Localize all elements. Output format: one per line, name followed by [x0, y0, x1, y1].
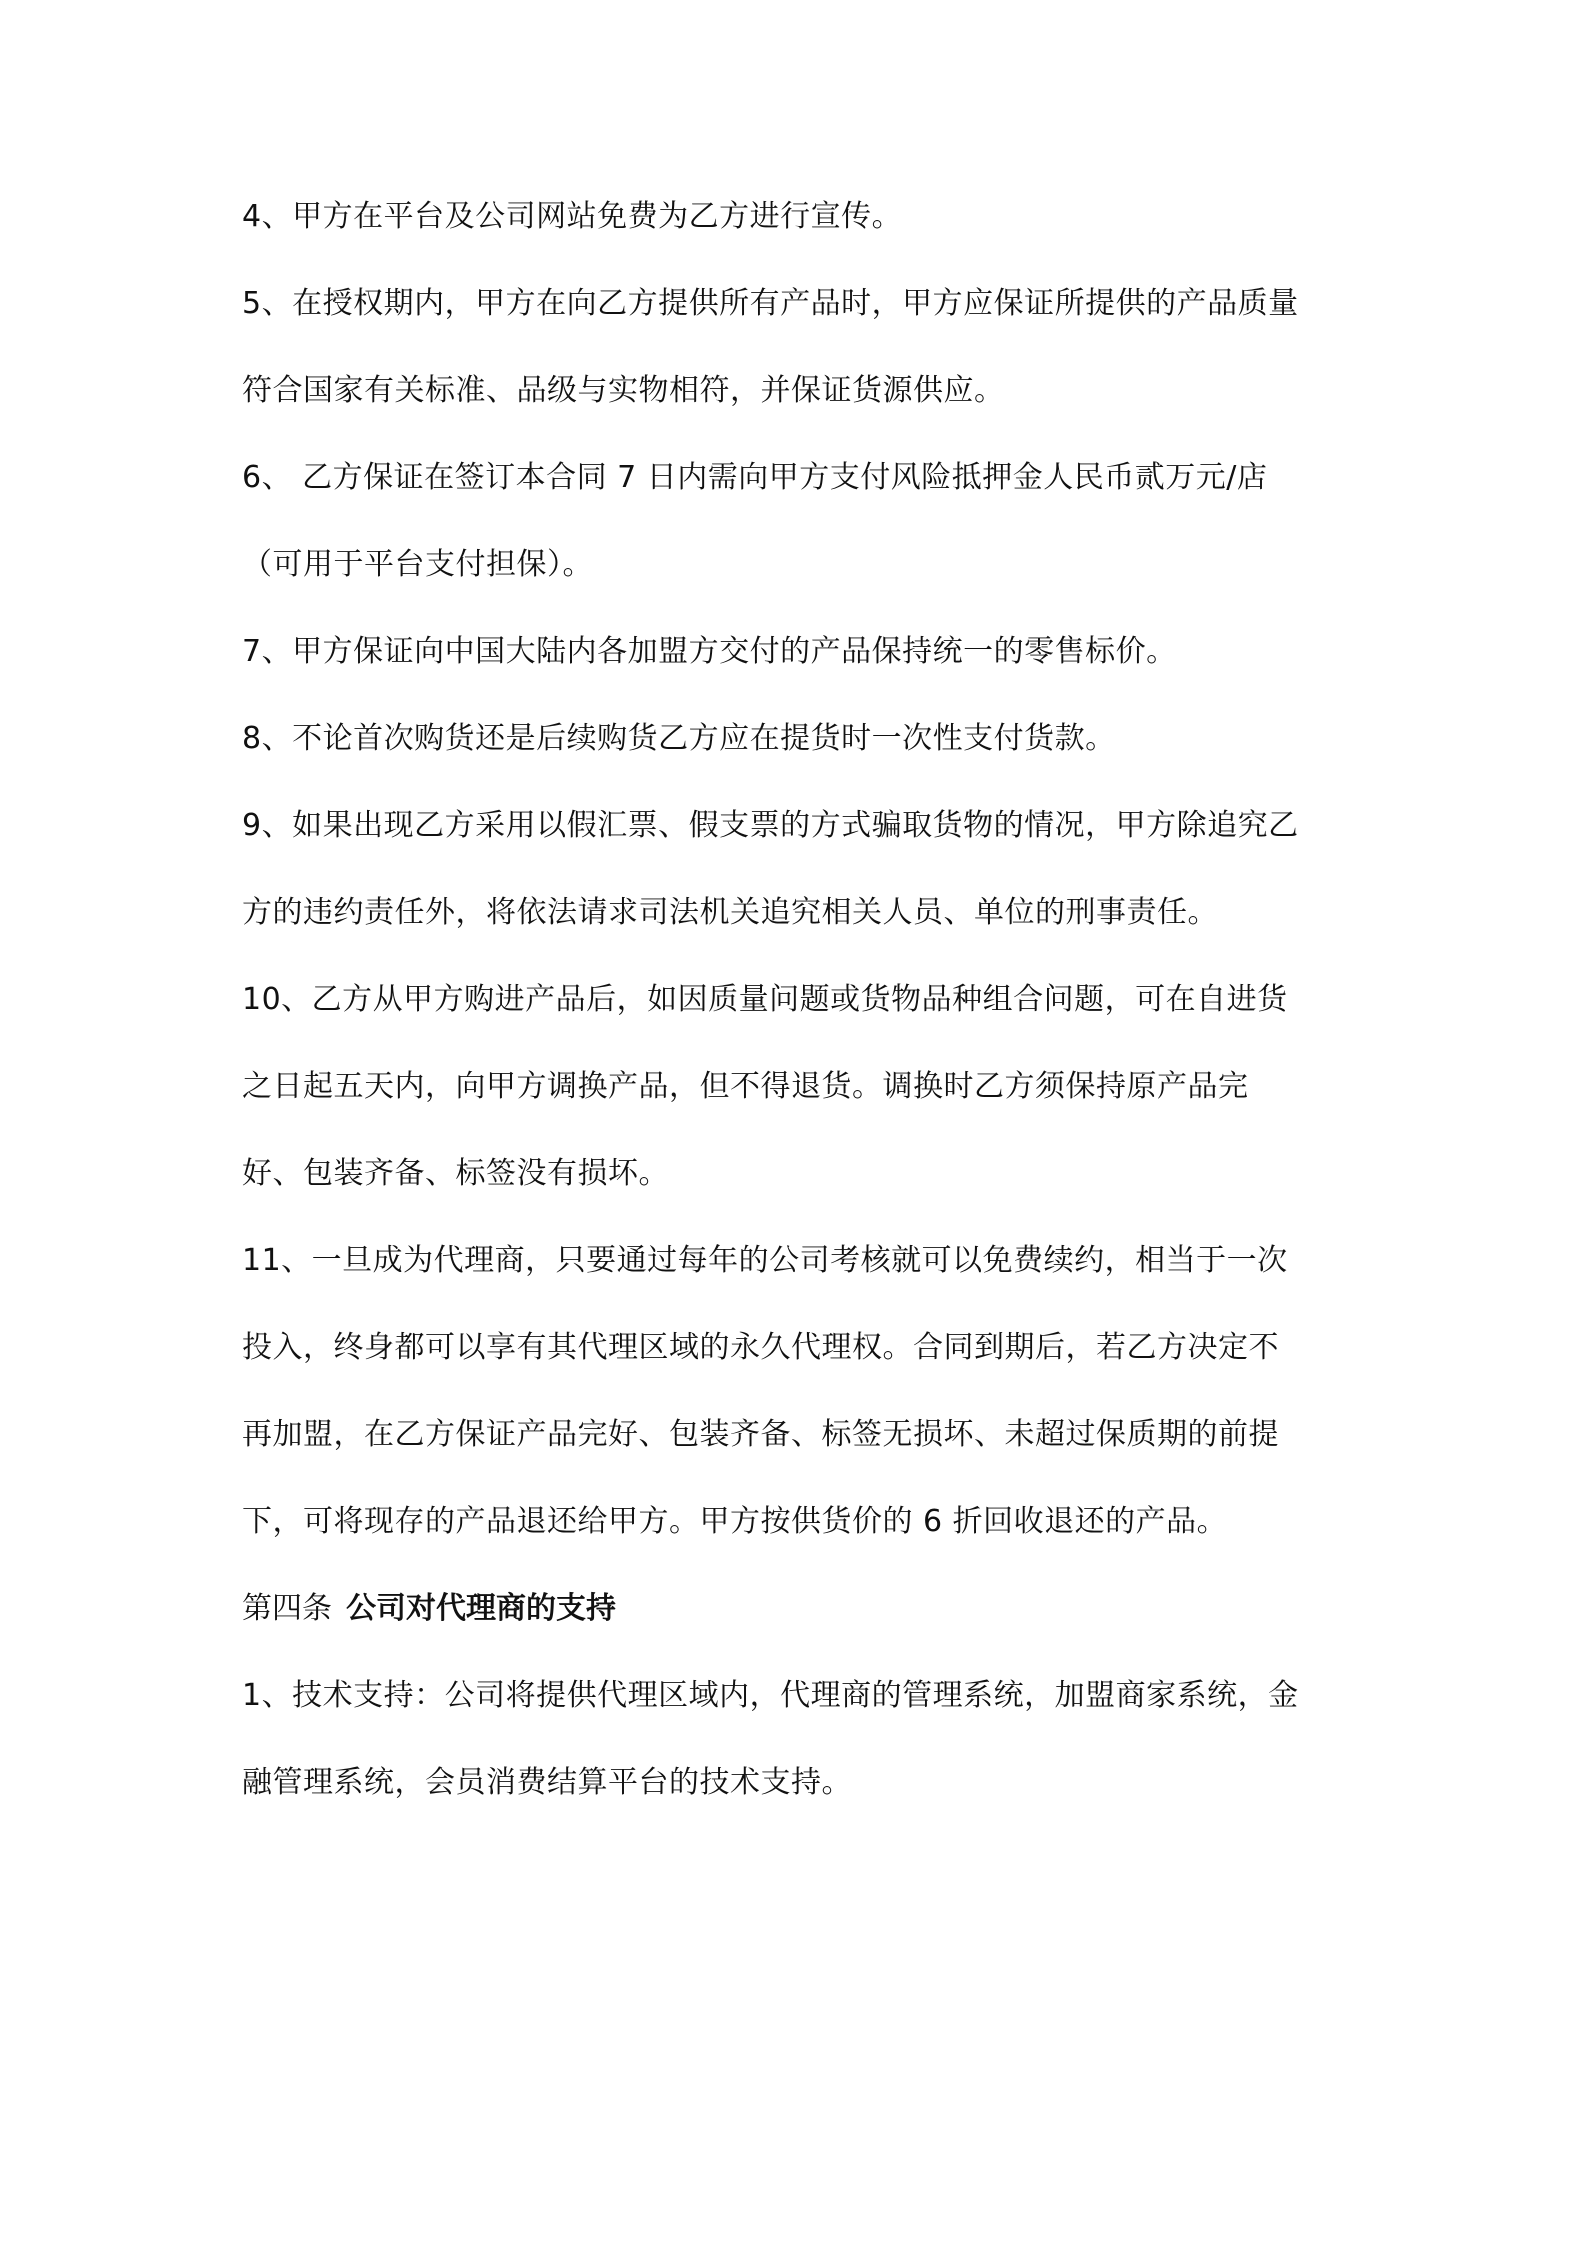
- clause-5-line-1: 5、在授权期内，甲方在向乙方提供所有产品时，甲方应保证所提供的产品质量: [242, 286, 1299, 321]
- clause-9-line-1: 9、如果出现乙方采用以假汇票、假支票的方式骗取货物的情况，甲方除追究乙: [242, 808, 1299, 843]
- section-heading: [242, 1574, 1362, 1661]
- document-body: [242, 182, 1362, 1835]
- section-label: 第四条: [242, 1591, 332, 1626]
- clause-11-line-4: 下，可将现存的产品退还给甲方。甲方按供货价的 6 折回收退还的产品。: [242, 1504, 1228, 1539]
- support-1-line-2: 融管理系统，会员消费结算平台的技术支持。: [242, 1765, 852, 1800]
- clause-8-line-1: 8、不论首次购货还是后续购货乙方应在提货时一次性支付货款。: [242, 721, 1116, 756]
- support-1-line-1: 1、技术支持：公司将提供代理区域内，代理商的管理系统，加盟商家系统，金: [242, 1678, 1299, 1713]
- clause-10-line-3: 好、包装齐备、标签没有损坏。: [242, 1156, 669, 1191]
- clause-10-line-1: 10、乙方从甲方购进产品后，如因质量问题或货物品种组合问题，可在自进货: [242, 982, 1288, 1017]
- clause-9-line-2: 方的违约责任外，将依法请求司法机关追究相关人员、单位的刑事责任。: [242, 895, 1218, 930]
- clause-11-line-1: 11、一旦成为代理商，只要通过每年的公司考核就可以免费续约，相当于一次: [242, 1243, 1288, 1278]
- clause-6-line-2: （可用于平台支付担保）。: [242, 547, 593, 582]
- clause-11-line-2: 投入，终身都可以享有其代理区域的永久代理权。合同到期后，若乙方决定不: [242, 1330, 1279, 1365]
- clause-7-line-1: 7、甲方保证向中国大陆内各加盟方交付的产品保持统一的零售标价。: [242, 634, 1177, 669]
- clause-5-line-2: 符合国家有关标准、品级与实物相符，并保证货源供应。: [242, 373, 1005, 408]
- clause-11-line-3: 再加盟，在乙方保证产品完好、包装齐备、标签无损坏、未超过保质期的前提: [242, 1417, 1279, 1452]
- clause-4-line-1: 4、甲方在平台及公司网站免费为乙方进行宣传。: [242, 199, 903, 234]
- clause-10-line-2: 之日起五天内，向甲方调换产品，但不得退货。调换时乙方须保持原产品完: [242, 1069, 1249, 1104]
- section-title: 公司对代理商的支持: [346, 1591, 616, 1626]
- clause-6-line-1: 6、 乙方保证在签订本合同 7 日内需向甲方支付风险抵押金人民币贰万元/店: [242, 460, 1268, 495]
